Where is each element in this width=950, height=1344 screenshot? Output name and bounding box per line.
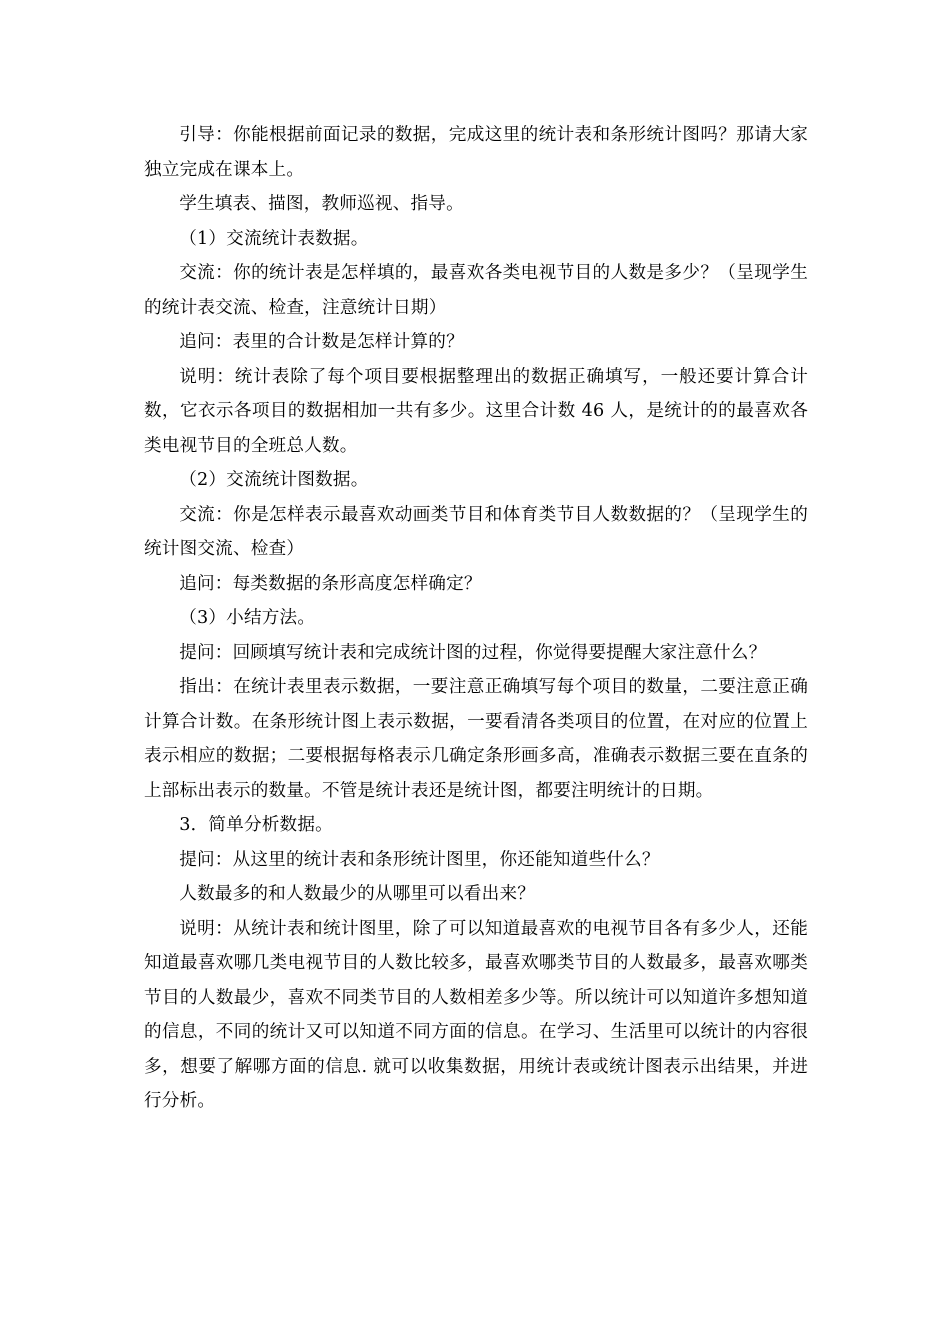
paragraph-step-3: （3）小结方法。 bbox=[179, 608, 316, 628]
paragraph-step-2: （2）交流统计图数据。 bbox=[179, 470, 369, 490]
paragraph-explain-analysis: 说明：从统计表和统计图里，除了可以知道最喜欢的电视节目各有多少人，还能知道最喜欢哪几类电视节目的人数比较多，最喜欢哪类节目的人数最多，最喜欢哪类节目的人数最少，喜欢不同类节目的人数相差多少等。所以统计可以知道许多想知道的信息，不同的统计又可以知道不同方面的信息。在学习、生活里可以统计的内容很多，想要了解哪方面的信息. 就可以收集数据，用统计表或统计图表示出结果，并进行分析。 bbox=[144, 918, 808, 1111]
paragraph-explain-table: 说明：统计表除了每个项目要根据整理出的数据正确填写，一般还要计算合计数，它衣示各项目的数据相加一共有多少。这里合计数 46 人，是统计的的最喜欢各类电视节目的全班总人数。 bbox=[144, 366, 808, 456]
paragraph-step-1: （1）交流统计表数据。 bbox=[179, 228, 369, 249]
paragraph-section-3: 3．简单分析数据。 bbox=[179, 815, 333, 835]
paragraph-guide: 引导：你能根据前面记录的数据，完成这里的统计表和条形统计图吗？那请大家独立完成在课本上。 bbox=[144, 125, 808, 180]
paragraph-exchange-chart: 交流：你是怎样表示最喜欢动画类节目和体育类节目人数数据的？（呈现学生的统计图交流、检查） bbox=[144, 504, 808, 559]
paragraph-student-activity: 学生填表、描图，教师巡视、指导。 bbox=[179, 194, 464, 214]
paragraph-exchange-table: 交流：你的统计表是怎样填的，最喜欢各类电视节目的人数是多少？（呈现学生的统计表交流、检查，注意统计日期） bbox=[144, 263, 808, 318]
paragraph-question-most-least: 人数最多的和人数最少的从哪里可以看出来？ bbox=[179, 884, 536, 904]
paragraph-followup-total: 追问：表里的合计数是怎样计算的？ bbox=[179, 332, 464, 352]
document-body bbox=[144, 118, 808, 1119]
paragraph-question-analysis: 提问：从这里的统计表和条形统计图里，你还能知道些什么？ bbox=[179, 849, 660, 870]
paragraph-followup-bar-height: 追问：每类数据的条形高度怎样确定？ bbox=[179, 573, 482, 594]
paragraph-question-review: 提问：回顾填写统计表和完成统计图的过程，你觉得要提醒大家注意什么？ bbox=[179, 642, 767, 663]
paragraph-point-out: 指出：在统计表里表示数据，一要注意正确填写每个项目的数量，二要注意正确计算合计数。在条形统计图上表示数据，一要看清各类项目的位置，在对应的位置上表示相应的数据；二要根据每格表示几确定条形画多高，准确表示数据三要在直条的上部标出表示的数量。不管是统计表还是统计图，都要注明统计的日期。 bbox=[144, 677, 808, 801]
